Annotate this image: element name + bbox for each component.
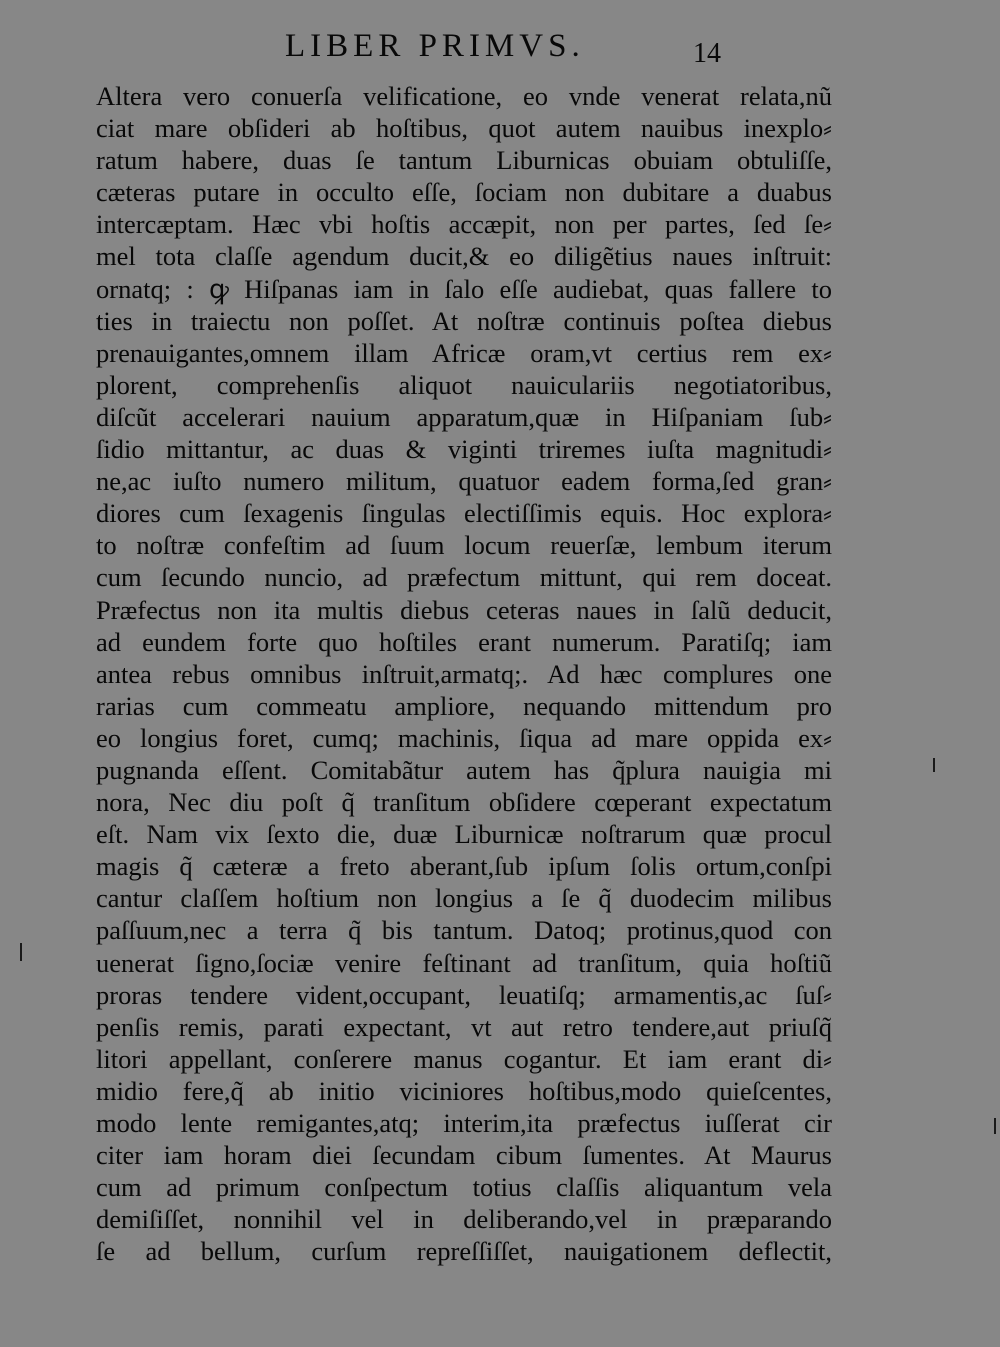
text-line: ſidio mittantur, ac duas & viginti triremes iuſta magnitudi⸗ <box>96 434 832 465</box>
text-line: modo lente remigantes,atq; interim,ita præfectus iuſſerat cir <box>96 1108 832 1138</box>
text-line: penſis remis, parati expectant, vt aut retro tendere,aut priuſq̃ <box>96 1011 832 1042</box>
page-number: 14 <box>693 38 721 69</box>
text-line: ad eundem forte quo hoſtiles erant numerum. Paratiſq; iam <box>96 626 832 657</box>
scan-speck <box>933 758 935 772</box>
text-line: pugnanda eſſent. Comitabãtur autem has q̃plura nauigia mi <box>96 754 832 785</box>
text-line: paſſuum,nec a terra q̃ bis tantum. Datoq; protinus,quod con <box>96 915 832 946</box>
scan-speck <box>20 943 22 961</box>
text-line: to noſtræ confeſtim ad ſuum locum reuerſæ, lembum iterum <box>96 530 832 561</box>
text-line: Altera vero conuerſa velificatione, eo vnde venerat relata,nũ <box>96 81 832 111</box>
text-line: diores cum ſexagenis ſingulas electiſſimis equis. Hoc explora⸗ <box>96 498 832 529</box>
text-line: uenerat ſigno,ſociæ venire feſtinant ad tranſitum, quia hoſtiũ <box>96 947 832 978</box>
text-line: ſe ad bellum, curſum repreſſiſſet, nauigationem deflectit, <box>96 1236 832 1267</box>
body-text <box>96 80 832 1267</box>
text-line: ornatq; : ꝙ Hiſpanas iam in ſalo eſſe audiebat, quas fallere to <box>96 273 832 304</box>
text-line: cum ad primum conſpectum totius claſſis aliquantum vela <box>96 1172 832 1203</box>
text-line: cantur claſſem hoſtium non longius a ſe q̃ duodecim milibus <box>96 883 832 914</box>
scan-speck <box>994 1118 996 1134</box>
text-line: demiſiſſet, nonnihil vel in deliberando,vel in præparando <box>96 1204 832 1235</box>
text-line: ratum habere, duas ſe tantum Liburnicas obuiam obtuliſſe, <box>96 145 832 176</box>
text-line: eo longius foret, cumq; machinis, ſiqua ad mare oppida ex⸗ <box>96 722 832 753</box>
text-line: ties in traiectu non poſſet. At noſtræ continuis poſtea diebus <box>96 305 832 336</box>
text-line: midio fere,q̃ ab initio viciniores hoſtibus,modo quieſcentes, <box>96 1075 832 1106</box>
text-line: nora, Nec diu poſt q̃ tranſitum obſidere cœperant expectatum <box>96 787 832 818</box>
text-line: mel tota claſſe agendum ducit,& eo diligẽtius naues inſtruit: <box>96 241 832 272</box>
text-line: citer iam horam diei ſecundam cibum ſumentes. At Maurus <box>96 1140 832 1171</box>
text-line: ne,ac iuſto numero militum, quatuor eadem forma,ſed gran⸗ <box>96 466 832 497</box>
text-line: plorent, comprehenſis aliquot nauiculariis negotiatoribus, <box>96 369 832 400</box>
text-line: magis q̃ cæteræ a freto aberant,ſub ipſum ſolis ortum,conſpi <box>96 851 832 882</box>
text-line: cum ſecundo nuncio, ad præfectum mittunt, qui rem doceat. <box>96 562 832 593</box>
text-line: Præfectus non ita multis diebus ceteras naues in ſalũ deducit, <box>96 594 832 625</box>
text-line: cæteras putare in occulto eſſe, ſociam non dubitare a duabus <box>96 177 832 208</box>
text-line: proras tendere vident,occupant, leuatiſq; armamentis,ac ſuſ⸗ <box>96 979 832 1010</box>
text-line: eſt. Nam vix ſexto die, duæ Liburnicæ noſtrarum quæ procul <box>96 819 832 850</box>
text-line: intercæptam. Hæc vbi hoſtis accæpit, non per partes, ſed ſe⸗ <box>96 209 832 240</box>
text-line: litori appellant, conſerere manus cogantur. Et iam erant di⸗ <box>96 1043 832 1074</box>
text-line: rarias cum commeatu ampliore, nequando mittendum pro <box>96 690 832 721</box>
running-title: LIBER PRIMVS. <box>285 28 585 64</box>
text-line: antea rebus omnibus inſtruit,armatq;. Ad hæc complures one <box>96 658 832 689</box>
text-line: prenauigantes,omnem illam Africæ oram,vt certius rem ex⸗ <box>96 337 832 368</box>
text-line: ciat mare obſideri ab hoſtibus, quot autem nauibus inexplo⸗ <box>96 113 832 144</box>
text-line: diſcũt accelerari nauium apparatum,quæ in Hiſpaniam ſub⸗ <box>96 401 832 432</box>
